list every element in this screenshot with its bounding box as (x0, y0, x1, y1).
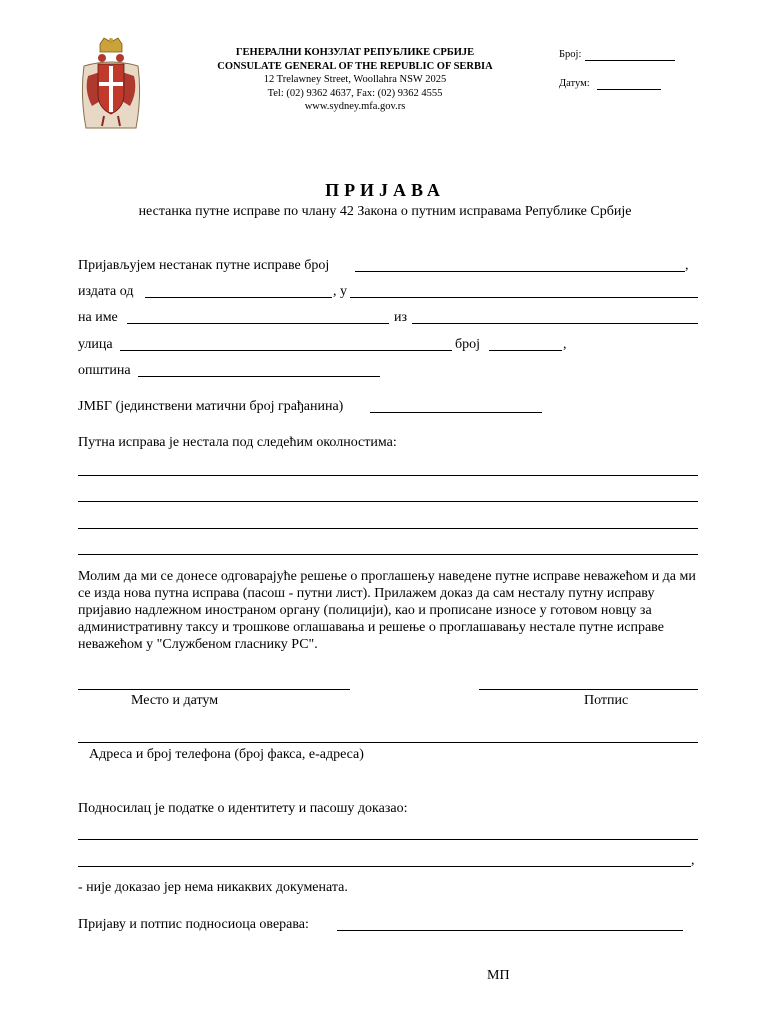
prijavljujem-label: Пријављујем нестанак путне исправе број (78, 258, 330, 273)
comma-text: , (685, 258, 689, 273)
na-ime-label: на име (78, 310, 118, 325)
iz-label: из (394, 310, 408, 325)
u-label: , у (333, 284, 347, 299)
street-field[interactable] (120, 350, 452, 351)
place-date-label: Место и датум (131, 693, 219, 708)
datum-field[interactable] (597, 89, 661, 90)
header-title-english: CONSULATE GENERAL OF THE REPUBLIC OF SERBIA (217, 60, 493, 72)
comma-text: , (563, 337, 567, 352)
izdata-od-label: издата од (78, 284, 134, 299)
circumstances-line-2[interactable] (78, 501, 698, 502)
jmbg-field[interactable] (370, 412, 542, 413)
certified-by-label: Пријаву и потпис подносиоца оверава: (78, 917, 309, 932)
ulica-label: улица (78, 337, 113, 352)
no-documents-text: - није доказао јер нема никаквих докумената. (78, 880, 348, 895)
circumstances-label: Путна исправа је нестала под следећим околностима: (78, 435, 397, 450)
identity-line-1[interactable] (78, 839, 698, 840)
header-phone-fax: Tel: (02) 9362 4637, Fax: (02) 9362 4555 (267, 87, 443, 99)
identity-proved-label: Подносилац је податке о идентитету и пасошу доказао: (78, 801, 408, 816)
document-subtitle: нестанка путне исправе по члану 42 Закона о путним исправама Републике Србије (138, 204, 632, 219)
header-address: 12 Trelawney Street, Woollahra NSW 2025 (263, 74, 447, 85)
name-field[interactable] (127, 323, 389, 324)
serbian-coat-of-arms-emblem (78, 36, 144, 136)
circumstances-line-4[interactable] (78, 554, 698, 555)
certified-by-field[interactable] (337, 930, 683, 931)
consulate-header (180, 46, 530, 114)
jmbg-label: ЈМБГ (јединствени матични број грађанина) (78, 399, 344, 414)
street-number-field[interactable] (489, 350, 562, 351)
identity-line-2[interactable] (78, 866, 691, 867)
place-date-field[interactable] (78, 689, 350, 690)
signature-field[interactable] (479, 689, 698, 690)
broj-field[interactable] (585, 60, 675, 61)
address-phone-field[interactable] (78, 742, 698, 743)
header-website: www.sydney.mfa.gov.rs (304, 101, 406, 112)
header-title-serbian: ГЕНЕРАЛНИ КОНЗУЛАТ РЕПУБЛИКЕ СРБИЈЕ (235, 47, 475, 58)
stamp-place-label: МП (487, 968, 510, 983)
request-paragraph: Молим да ми се донесе одговарајуће решење о проглашењу наведене путне исправе неважећом и да ми се изда нова путна исправа (пасош - путни лист). Прилажем доказ да сам несталу путну исправу пријавио надлежном иностраном органу (полицији), као и прописане износе у готовом новцу за административну таксу и трошкове оглашавања и решење о проглашавању нестале путне исправе неважећом у "Службеном гласнику РС". (78, 569, 696, 652)
opstina-label: општина (78, 363, 131, 378)
signature-label: Потпис (584, 693, 629, 708)
address-phone-label: Адреса и број телефона (број факса, е-адреса) (89, 747, 364, 762)
broj-street-label: број (455, 337, 481, 352)
circumstances-line-3[interactable] (78, 528, 698, 529)
comma-text: , (691, 853, 695, 868)
travel-document-number-field[interactable] (355, 271, 685, 272)
from-place-field[interactable] (412, 323, 698, 324)
circumstances-line-1[interactable] (78, 475, 698, 476)
issued-by-field[interactable] (145, 297, 332, 298)
municipality-field[interactable] (138, 376, 380, 377)
datum-label: Датум: (559, 78, 590, 89)
document-title: ПРИЈАВА (325, 180, 445, 200)
broj-label: Број: (559, 49, 582, 60)
issued-place-field[interactable] (350, 297, 698, 298)
